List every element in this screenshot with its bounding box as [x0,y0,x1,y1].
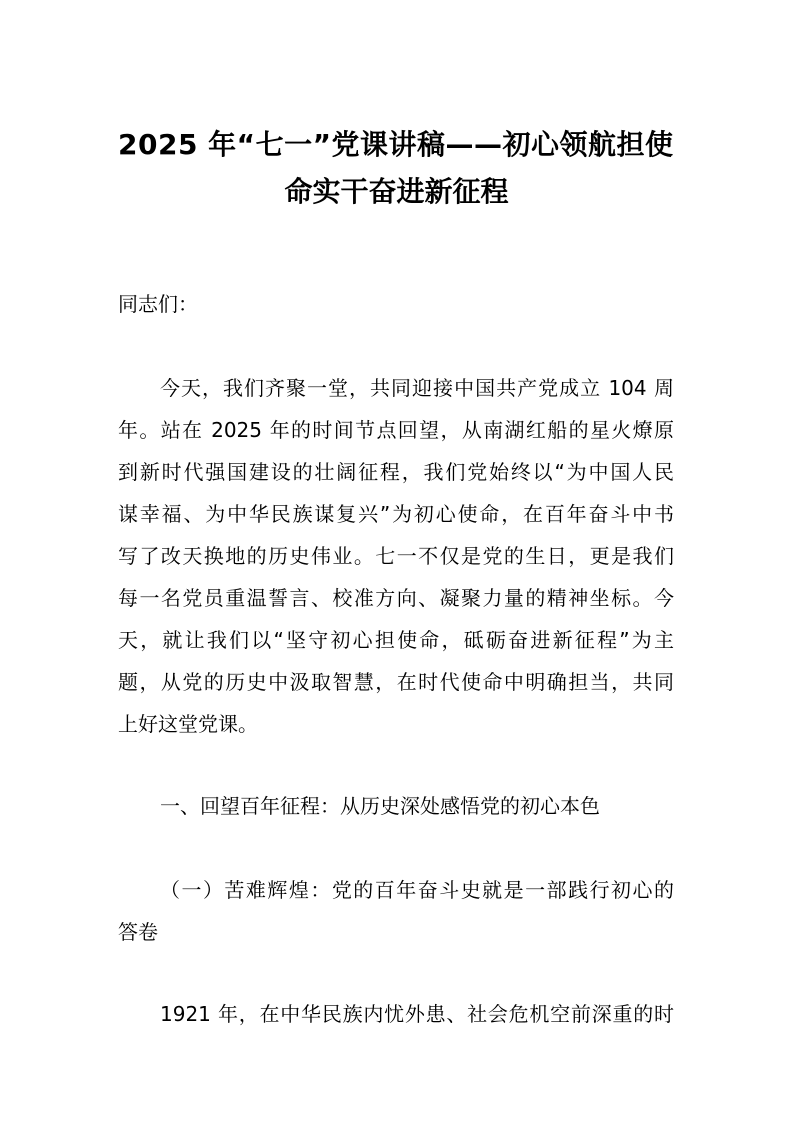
intro-paragraph-line: 谋幸福、为中华民族谋复兴”为初心使命，在百年奋斗中书 [118,502,674,526]
intro-paragraph-line: 题，从党的历史中汲取智慧，在时代使命中明确担当，共同 [118,670,674,694]
subsection-heading-line: （一）苦难辉煌：党的百年奋斗史就是一部践行初心的 [160,878,674,902]
body-paragraph-line: 1921 年，在中华民族内忧外患、社会危机空前深重的时 [160,1002,674,1026]
subsection-heading-line: 答卷 [118,920,158,944]
intro-paragraph-line: 上好这堂党课。 [118,712,258,736]
intro-paragraph-line: 年。站在 2025 年的时间节点回望，从南湖红船的星火燎原 [118,418,674,442]
document-title-line-1: 2025 年“七一”党课讲稿——初心领航担使 [118,128,674,161]
intro-paragraph-line: 今天，我们齐聚一堂，共同迎接中国共产党成立 104 周 [160,376,674,400]
salutation: 同志们： [118,292,198,316]
document-title-line-2: 命实干奋进新征程 [284,175,509,208]
intro-paragraph-line: 天，就让我们以“坚守初心担使命，砥砺奋进新征程”为主 [118,628,674,652]
intro-paragraph-line: 写了改天换地的历史伟业。七一不仅是党的生日，更是我们 [118,544,674,568]
section-heading: 一、回望百年征程：从历史深处感悟党的初心本色 [160,794,600,818]
intro-paragraph-line: 到新时代强国建设的壮阔征程，我们党始终以“为中国人民 [118,460,674,484]
intro-paragraph-line: 每一名党员重温誓言、校准方向、凝聚力量的精神坐标。今 [118,586,674,610]
